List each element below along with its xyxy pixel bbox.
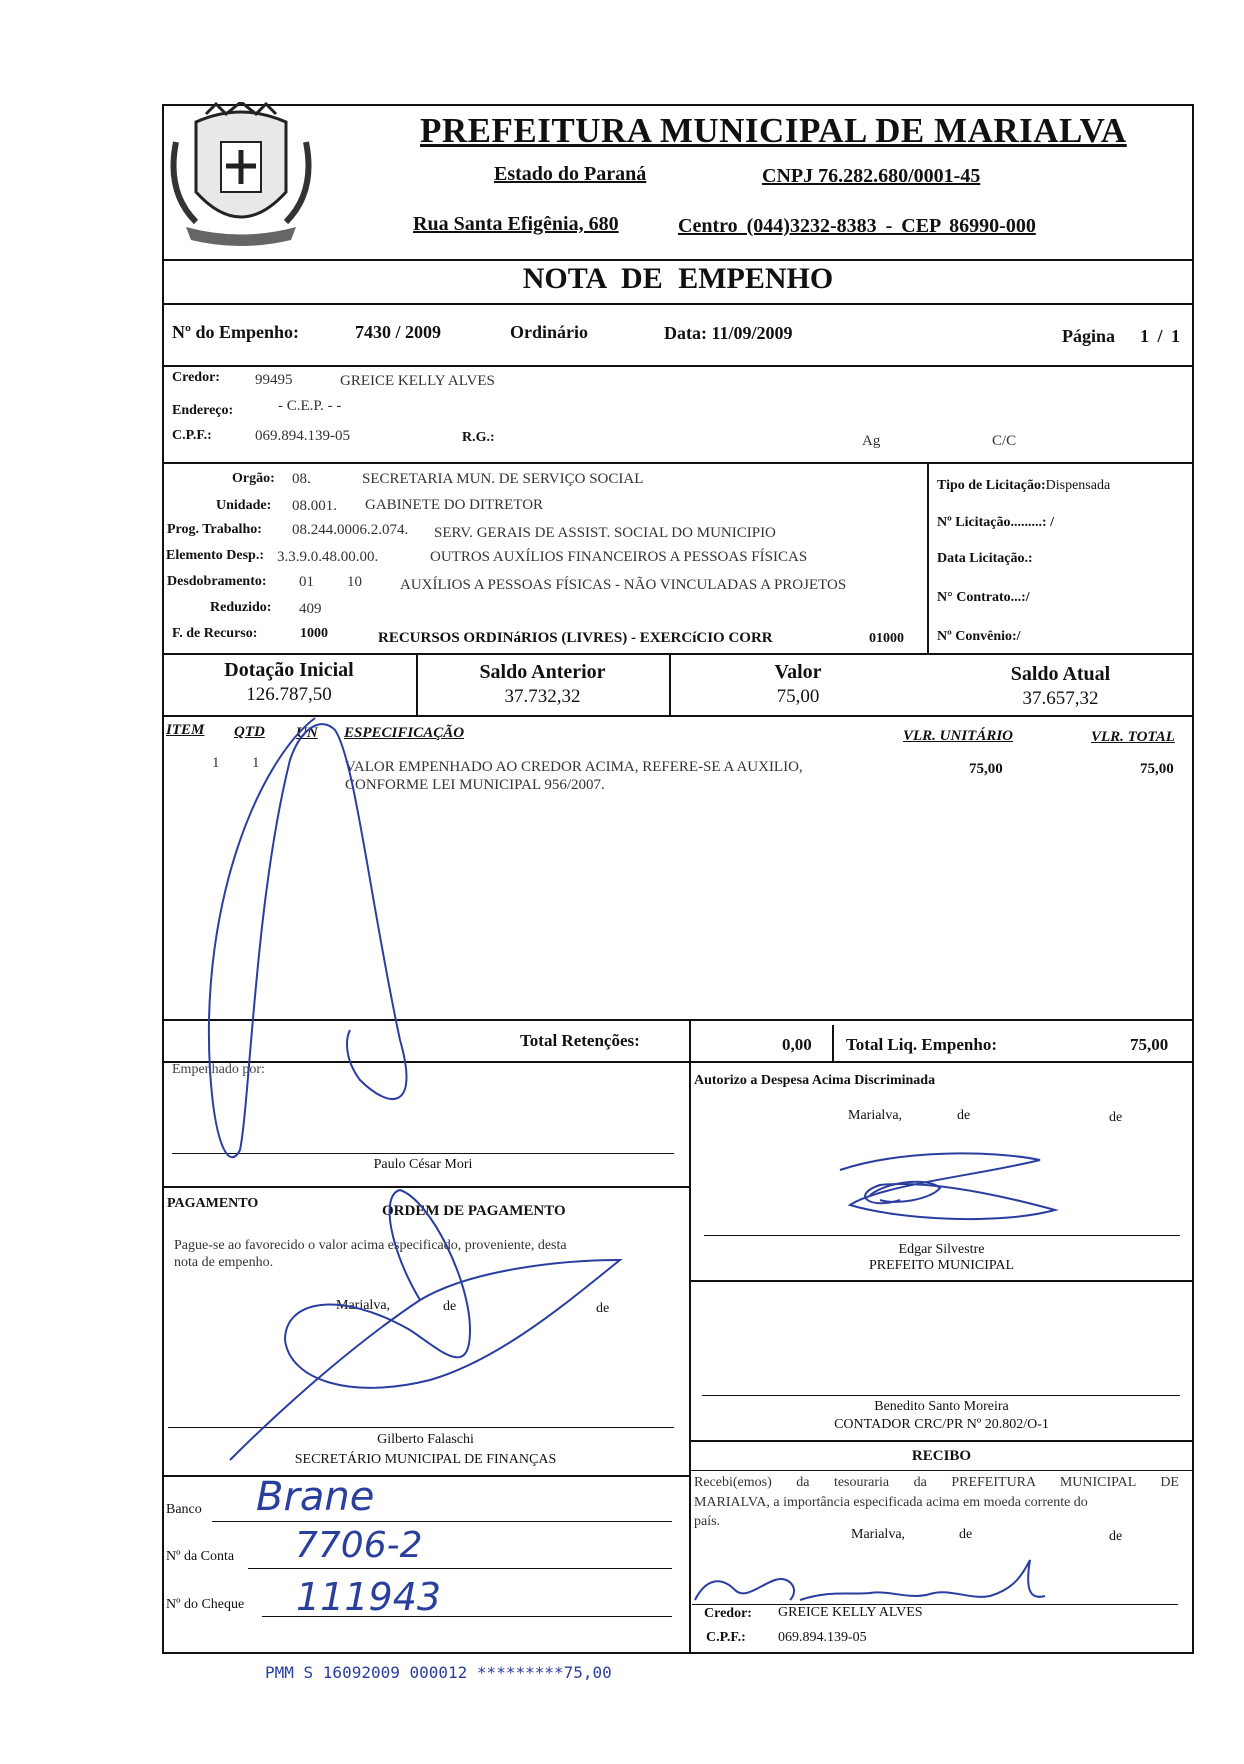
recibo-de2: de [1109,1529,1123,1544]
row-vlr-total: 75,00 [1140,761,1174,777]
credor-label: Credor: [172,370,220,385]
ag-label: Ag [862,433,881,449]
pagamento-text-line2: nota de empenho. [174,1255,274,1270]
reduzido-label: Reduzido: [210,600,272,615]
col-qtd: QTD [234,724,265,740]
recibo-city: Marialva, [851,1527,906,1542]
doc-title: NOTA DE EMPENHO [522,262,834,295]
saldo-atual-value: 37.657,32 [1022,688,1099,709]
recibo-text-line3: país. [694,1514,721,1529]
unidade-label: Unidade: [216,498,272,513]
page-number: 1 / 1 [1140,326,1181,346]
page-label: Página [1062,326,1116,346]
unidade-code: 08.001. [292,498,337,514]
header-cnpj: CNPJ 76.282.680/0001-45 [762,165,981,187]
coat-of-arms [166,102,316,252]
empenho-number-label: Nº do Empenho: [172,322,299,342]
endereco-label: Endereço: [172,403,234,418]
autorizo-de1: de [957,1108,971,1123]
empenhado-name: Paulo César Mori [373,1157,473,1172]
empenhado-label: Empenhado por: [172,1062,265,1077]
cheque-label: Nº do Cheque [166,1597,245,1612]
conta-handwritten: 7706-2 [295,1525,423,1566]
cc-label: C/C [992,433,1017,449]
empenho-type: Ordinário [510,322,589,342]
banco-handwritten: Brane [256,1474,375,1520]
contador-name: Benedito Santo Moreira [874,1399,1009,1414]
recurso-label: F. de Recurso: [172,626,258,641]
cpf-label: C.P.F.: [172,428,212,443]
num-licitacao-label: Nº Licitação.........: / [937,515,1054,530]
recurso-code: 1000 [300,626,328,641]
autorizo-city: Marialva, [848,1108,903,1123]
recibo-credor-label: Credor: [704,1606,752,1621]
coat-of-arms-icon [166,102,316,252]
orgao-name: SECRETARIA MUN. DE SERVIÇO SOCIAL [362,471,644,487]
elem-code: 3.3.9.0.48.00.00. [277,549,379,565]
saldo-atual-label: Saldo Atual [1010,663,1111,685]
prog-label: Prog. Trabalho: [167,522,262,537]
autorizo-role: PREFEITO MUNICIPAL [868,1258,1015,1273]
pagamento-role: SECRETÁRIO MUNICIPAL DE FINANÇAS [294,1452,557,1467]
orgao-code: 08. [292,471,311,487]
banco-label: Banco [166,1502,202,1517]
elem-name: OUTROS AUXÍLIOS FINANCEIROS A PESSOAS FÍSICAS [430,549,808,565]
pagamento-name: Gilberto Falaschi [377,1432,474,1447]
valor-value: 75,00 [776,686,820,707]
autorizo-de2: de [1109,1110,1123,1125]
dotacao-value: 126.787,50 [246,684,332,705]
pagamento-de1: de [443,1299,457,1314]
total-retencoes-value: 0,00 [782,1035,812,1054]
footer-stamp: PMM S 16092009 000012 *********75,00 [265,1663,612,1682]
tipo-licitacao-label: Tipo de Licitação:Dispensada [937,478,1111,493]
recibo-credor-name: GREICE KELLY ALVES [778,1605,923,1620]
convenio-label: Nº Convênio:/ [937,629,1021,644]
data-licitacao-label: Data Licitação.: [937,551,1033,566]
pagamento-text-line1: Pague-se ao favorecido o valor acima especificado, proveniente, desta [174,1238,567,1253]
endereco-value: - C.E.P. - - [278,398,342,414]
total-liq-value: 75,00 [1130,1035,1169,1054]
unidade-name: GABINETE DO DITRETOR [365,497,544,513]
autorizo-name: Edgar Silvestre [898,1242,985,1257]
row-vlr-unitario: 75,00 [969,761,1003,777]
recurso-name: RECURSOS ORDINáRIOS (LIVRES) - EXERCíCIO CORR [378,630,773,646]
pagamento-city: Marialva, [336,1298,391,1313]
col-vlr-unitario: VLR. UNITÁRIO [903,728,1014,744]
valor-label: Valor [774,661,822,683]
saldo-anterior-value: 37.732,32 [504,686,581,707]
recibo-cpf: 069.894.139-05 [778,1630,867,1645]
col-un: UN [296,725,318,741]
reduzido-value: 409 [299,601,322,617]
row-desc-line2: CONFORME LEI MUNICIPAL 956/2007. [345,777,605,793]
col-especificacao: ESPECIFICAÇÃO [344,725,465,741]
ordem-pagamento: ORDEM DE PAGAMENTO [382,1203,566,1219]
col-vlr-total: VLR. TOTAL [1091,729,1175,745]
col-item: ITEM [166,722,205,738]
cpf-value: 069.894.139-05 [255,428,350,444]
elem-label: Elemento Desp.: [166,548,264,563]
recibo-text-line1: Recebi(emos) da tesouraria da PREFEITURA MUNICIPAL DE [694,1475,1179,1490]
saldo-anterior-label: Saldo Anterior [479,661,606,683]
empenho-number: 7430 / 2009 [355,322,442,342]
pagamento-de2: de [596,1301,610,1316]
prog-code: 08.244.0006.2.074. [292,522,409,538]
contrato-label: N° Contrato...:/ [937,590,1030,605]
credor-code: 99495 [255,372,293,388]
empenho-date: Data: 11/09/2009 [664,323,793,343]
desd-label: Desdobramento: [167,574,267,589]
recibo-cpf-label: C.P.F.: [706,1630,746,1645]
conta-label: Nº da Conta [166,1549,235,1564]
recibo-title: RECIBO [911,1448,972,1464]
credor-name: GREICE KELLY ALVES [340,373,495,389]
cheque-handwritten: 111943 [296,1575,442,1619]
pagamento-label: PAGAMENTO [167,1196,259,1211]
rg-label: R.G.: [462,430,495,445]
desd-name: AUXÍLIOS A PESSOAS FÍSICAS - NÃO VINCULADAS A PROJETOS [400,577,847,593]
header-address: Rua Santa Efigênia, 680 [413,213,619,235]
total-retencoes-label: Total Retenções: [520,1031,640,1050]
row-desc-line1: VALOR EMPENHADO AO CREDOR ACIMA, REFERE-SE A AUXILIO, [345,759,803,775]
row-item: 1 [212,755,220,771]
orgao-label: Orgão: [232,471,275,486]
dotacao-label: Dotação Inicial [224,659,354,681]
recibo-de1: de [959,1527,973,1542]
contador-role: CONTADOR CRC/PR Nº 20.802/O-1 [834,1417,1049,1432]
total-liq-label: Total Liq. Empenho: [846,1035,997,1054]
prog-name: SERV. GERAIS DE ASSIST. SOCIAL DO MUNICIPIO [434,525,776,541]
recibo-text-line2: MARIALVA, a importância especificada acima em moeda corrente do [694,1495,1088,1510]
row-qtd: 1 [252,755,260,771]
header-state: Estado do Paraná [494,163,647,185]
header-district-phone: Centro (044)3232-8383 - CEP 86990-000 [678,215,1036,237]
header-title: PREFEITURA MUNICIPAL DE MARIALVA [420,111,1127,150]
recurso-code2: 01000 [869,631,904,646]
desd-code1: 01 [299,574,314,590]
autorizo-label: Autorizo a Despesa Acima Discriminada [694,1073,936,1088]
desd-code2: 10 [347,574,362,590]
tipo-licitacao-value: Dispensada [1045,478,1111,493]
